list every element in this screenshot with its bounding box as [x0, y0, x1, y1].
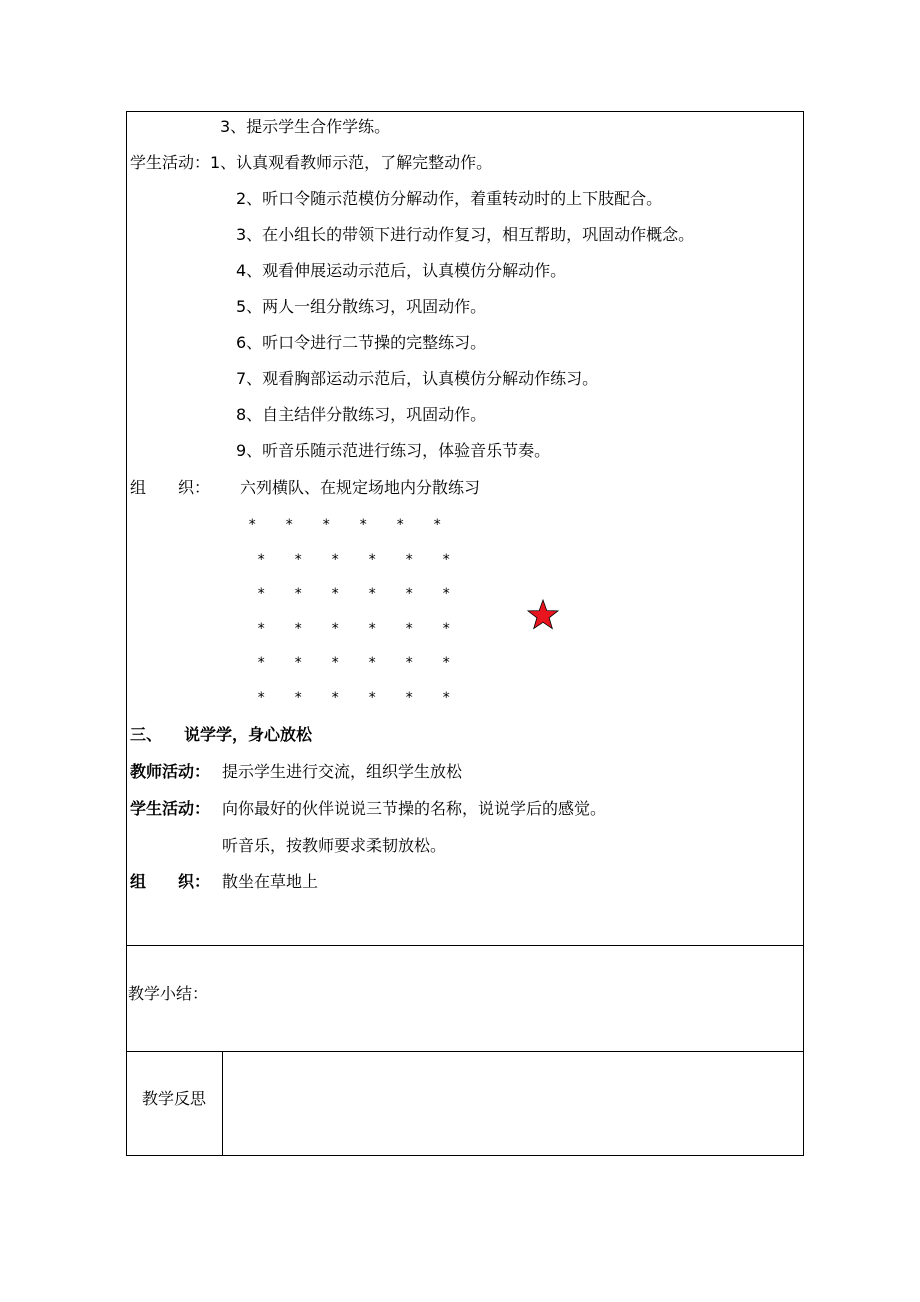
- student-step-9: 9、听音乐随示范进行练习，体验音乐节奏。: [236, 441, 551, 460]
- formation-student-mark: *: [257, 620, 266, 637]
- formation-student-mark: *: [257, 551, 266, 568]
- student-step-8: 8、自主结伴分散练习，巩固动作。: [236, 405, 487, 424]
- formation-student-mark: *: [405, 551, 414, 568]
- formation-student-mark: *: [294, 620, 303, 637]
- formation-student-mark: *: [396, 517, 405, 533]
- student-step-7: 7、观看胸部运动示范后，认真模仿分解动作练习。: [236, 369, 599, 388]
- formation-student-mark: *: [359, 517, 368, 533]
- formation-student-mark: *: [257, 689, 266, 706]
- formation-student-mark: *: [294, 689, 303, 706]
- formation-student-mark: *: [294, 655, 303, 671]
- formation-student-mark: *: [294, 586, 303, 602]
- organization-label: 组 织：: [130, 478, 211, 497]
- formation-student-mark: *: [331, 620, 340, 637]
- formation-student-mark: *: [257, 586, 266, 602]
- student-step-2: 2、听口令随示范模仿分解动作，着重转动时的上下肢配合。: [236, 189, 663, 208]
- section-3-number: 三、: [130, 725, 163, 744]
- student-step-6: 6、听口令进行二节操的完整练习。: [236, 333, 487, 352]
- formation-student-mark: *: [433, 517, 442, 533]
- section-3-heading: 说学学，身心放松: [184, 725, 313, 744]
- student-step-3: 3、在小组长的带领下进行动作复习，相互帮助，巩固动作概念。: [236, 225, 695, 244]
- formation-student-mark: *: [368, 586, 377, 602]
- formation-student-mark: *: [331, 689, 340, 706]
- row-divider-summary: [127, 945, 803, 946]
- formation-student-mark: *: [322, 517, 331, 533]
- formation-student-mark: *: [405, 689, 414, 706]
- formation-student-mark: *: [331, 586, 340, 602]
- formation-student-mark: *: [368, 620, 377, 637]
- teacher-step-3: 3、提示学生合作学练。: [220, 117, 391, 136]
- organization-label-3: 组 织：: [130, 872, 211, 891]
- teacher-position-star-icon: [527, 599, 559, 631]
- formation-student-mark: *: [331, 655, 340, 671]
- student-step-5: 5、两人一组分散练习，巩固动作。: [236, 297, 487, 316]
- formation-student-mark: *: [405, 586, 414, 602]
- student-activity-label: 学生活动：: [130, 799, 211, 818]
- formation-student-mark: *: [331, 551, 340, 568]
- formation-student-mark: *: [442, 689, 451, 706]
- formation-student-mark: *: [442, 655, 451, 671]
- formation-student-mark: *: [257, 655, 266, 671]
- teacher-activity-text: 提示学生进行交流，组织学生放松: [222, 762, 463, 781]
- student-activity-step-1: 学生活动：1、认真观看教师示范，了解完整动作。: [130, 153, 493, 172]
- formation-student-mark: *: [368, 551, 377, 568]
- formation-student-mark: *: [285, 517, 294, 533]
- formation-student-mark: *: [368, 689, 377, 706]
- student-step-4: 4、观看伸展运动示范后，认真模仿分解动作。: [236, 261, 567, 280]
- organization-text: 六列横队、在规定场地内分散练习: [240, 478, 481, 497]
- teacher-activity-label: 教师活动：: [130, 762, 211, 781]
- formation-student-mark: *: [294, 551, 303, 568]
- formation-student-mark: *: [405, 620, 414, 637]
- reflection-column-divider: [222, 1051, 223, 1156]
- teaching-summary-label: 教学小结：: [128, 984, 209, 1003]
- formation-student-mark: *: [368, 655, 377, 671]
- formation-student-mark: *: [248, 517, 257, 533]
- formation-student-mark: *: [442, 551, 451, 568]
- row-divider-reflection: [127, 1051, 803, 1052]
- formation-student-mark: *: [442, 620, 451, 637]
- student-activity-text-2: 听音乐，按教师要求柔韧放松。: [222, 836, 447, 855]
- teaching-reflection-label: 教学反思: [142, 1089, 207, 1108]
- formation-student-mark: *: [405, 655, 414, 671]
- formation-student-mark: *: [442, 586, 451, 602]
- student-activity-text-1: 向你最好的伙伴说说三节操的名称，说说学后的感觉。: [222, 799, 607, 818]
- organization-text-3: 散坐在草地上: [222, 872, 319, 891]
